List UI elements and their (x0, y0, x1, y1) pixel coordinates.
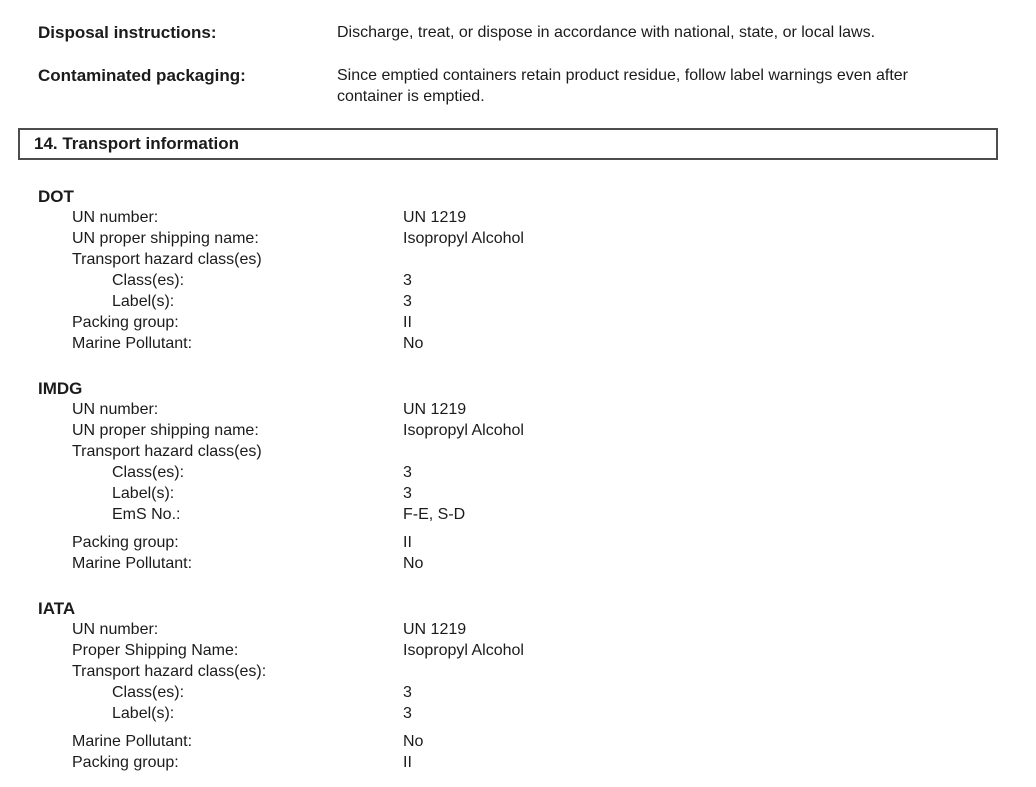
detail-label: UN proper shipping name: (72, 230, 259, 247)
detail-value: 3 (403, 485, 412, 502)
detail-value: UN 1219 (403, 209, 467, 226)
section-14-title: 14. Transport information (34, 134, 239, 153)
disposal-instructions-label: Disposal instructions: (38, 23, 217, 42)
imdg-hazard-class-row (72, 441, 1036, 462)
detail-label: Transport hazard class(es) (72, 443, 262, 460)
detail-label: Marine Pollutant: (72, 555, 193, 572)
iata-packing-group-row (72, 752, 1036, 773)
dot-labels-row (112, 291, 1036, 312)
contaminated-packaging-label: Contaminated packaging: (38, 66, 246, 85)
detail-value: 3 (403, 684, 412, 701)
dot-shipping-name-row (72, 228, 1036, 249)
detail-value: II (403, 754, 412, 771)
detail-value: 3 (403, 293, 412, 310)
detail-label: UN number: (72, 209, 159, 226)
detail-value: No (403, 555, 424, 572)
detail-label: Packing group: (72, 314, 179, 331)
detail-label: Label(s): (112, 293, 175, 310)
dot-marine-pollutant-row (72, 333, 1036, 354)
detail-label: Transport hazard class(es) (72, 251, 262, 268)
detail-label: Marine Pollutant: (72, 733, 193, 750)
dot-packing-group-row (72, 312, 1036, 333)
detail-value: 3 (403, 272, 412, 289)
detail-label: UN proper shipping name: (72, 422, 259, 439)
detail-value: No (403, 733, 424, 750)
detail-label: EmS No.: (112, 506, 181, 523)
detail-label: Class(es): (112, 464, 185, 481)
detail-value: II (403, 314, 412, 331)
detail-label: Class(es): (112, 272, 185, 289)
detail-value: Isopropyl Alcohol (403, 642, 524, 659)
detail-label: Packing group: (72, 754, 179, 771)
detail-label: Label(s): (112, 705, 175, 722)
detail-value: 3 (403, 464, 412, 481)
transport-section-iata (0, 598, 1036, 773)
section-14-header (18, 128, 998, 160)
detail-label: UN number: (72, 401, 159, 418)
iata-hazard-class-row (72, 661, 1036, 682)
dot-un-number-row (72, 207, 1036, 228)
imdg-heading: IMDG (38, 379, 83, 398)
iata-shipping-name-row (72, 640, 1036, 661)
disposal-instructions-row (38, 22, 1036, 43)
detail-label: UN number: (72, 621, 159, 638)
imdg-labels-row (112, 483, 1036, 504)
transport-section-dot (0, 186, 1036, 354)
iata-marine-pollutant-row (72, 731, 1036, 752)
detail-value: Isopropyl Alcohol (403, 422, 524, 439)
imdg-classes-row (112, 462, 1036, 483)
detail-value: II (403, 534, 412, 551)
imdg-packing-group-row (72, 532, 1036, 553)
detail-label: Label(s): (112, 485, 175, 502)
iata-labels-row (112, 703, 1036, 724)
detail-label: Packing group: (72, 534, 179, 551)
disposal-instructions-value: Discharge, treat, or dispose in accordance with national, state, or local laws. (337, 24, 876, 41)
detail-value: UN 1219 (403, 621, 467, 638)
detail-label: Marine Pollutant: (72, 335, 193, 352)
detail-value: No (403, 335, 424, 352)
detail-value: Isopropyl Alcohol (403, 230, 524, 247)
detail-label: Proper Shipping Name: (72, 642, 239, 659)
detail-value: 3 (403, 705, 412, 722)
iata-un-number-row (72, 619, 1036, 640)
iata-classes-row (112, 682, 1036, 703)
transport-section-imdg (0, 378, 1036, 574)
dot-heading: DOT (38, 187, 74, 206)
imdg-ems-no-row (112, 504, 1036, 525)
detail-value: F-E, S-D (403, 506, 466, 523)
detail-label: Transport hazard class(es): (72, 663, 267, 680)
detail-label: Class(es): (112, 684, 185, 701)
dot-classes-row (112, 270, 1036, 291)
imdg-marine-pollutant-row (72, 553, 1036, 574)
dot-hazard-class-row (72, 249, 1036, 270)
imdg-un-number-row (72, 399, 1036, 420)
contaminated-packaging-value: Since emptied containers retain product residue, follow label warnings even after container is emptied. (337, 67, 908, 105)
iata-heading: IATA (38, 599, 76, 618)
detail-value: UN 1219 (403, 401, 467, 418)
imdg-shipping-name-row (72, 420, 1036, 441)
contaminated-packaging-row (38, 65, 1036, 107)
